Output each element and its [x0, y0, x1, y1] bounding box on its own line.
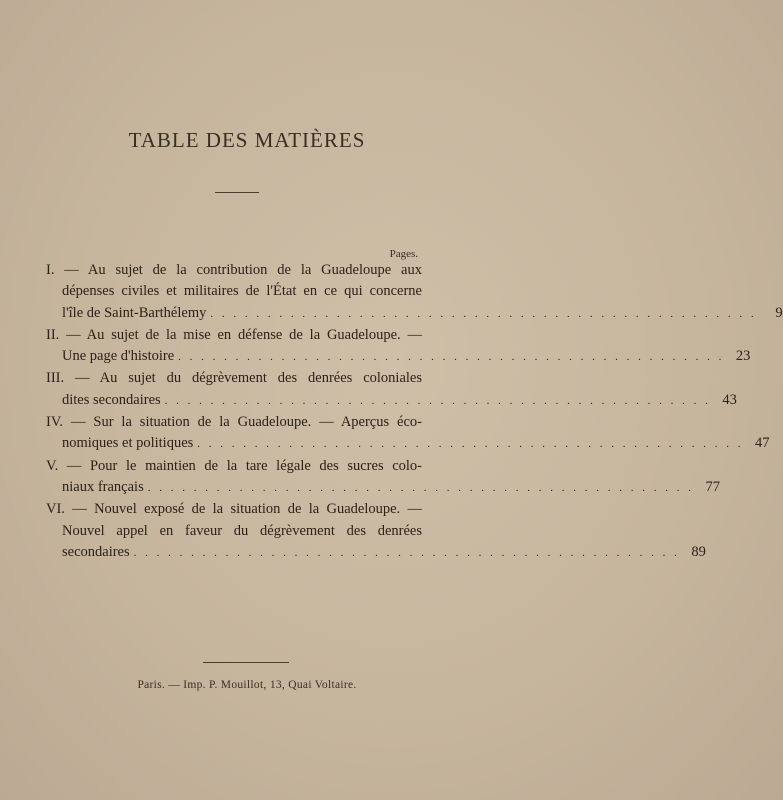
toc-entry-line: III. — Au sujet du dégrèvement des denrées coloniales: [46, 370, 422, 387]
table-of-contents: [46, 260, 783, 564]
toc-entry-title-end: l'île de Saint-Barthélemy: [62, 304, 207, 321]
leader-dots: . . . . . . . . . . . . . . . . . . . . . . . . . . . . . . . . . . . . . . . . . . . . . . . .: [210, 307, 757, 320]
toc-entry: [46, 456, 720, 500]
toc-entry-line: dépenses civiles et militaires de l'État en ce qui concerne: [62, 283, 422, 300]
toc-entry-last-line: [46, 346, 751, 368]
leader-dots: . . . . . . . . . . . . . . . . . . . . . . . . . . . . . . . . . . . . . . . . . . . . . . . .: [133, 546, 680, 559]
page-number: 77: [705, 478, 720, 495]
toc-entry-line: VI. — Nouvel exposé de la situation de la Guadeloupe. —: [46, 501, 422, 518]
leader-dots: . . . . . . . . . . . . . . . . . . . . . . . . . . . . . . . . . . . . . . . . . . . . . . . .: [197, 438, 744, 451]
toc-entry-line: IV. — Sur la situation de la Guadeloupe. — Aperçus éco-: [46, 414, 422, 431]
toc-entry-last-line: [46, 303, 783, 325]
toc-entry-last-line: [46, 542, 706, 564]
toc-entry: [46, 325, 751, 369]
toc-entry: [46, 412, 770, 456]
toc-entry: [46, 368, 737, 412]
toc-entry-line: V. — Pour le maintien de la tare légale des sucres colo-: [46, 457, 422, 474]
leader-dots: . . . . . . . . . . . . . . . . . . . . . . . . . . . . . . . . . . . . . . . . . . . . . . . .: [178, 351, 725, 364]
pages-column-label: Pages.: [389, 248, 418, 260]
title-divider: [215, 192, 259, 193]
toc-entry-last-line: [46, 390, 737, 412]
toc-entry-title-end: Une page d'histoire: [62, 348, 175, 365]
toc-entry-line: II. — Au sujet de la mise en défense de la Guadeloupe. —: [46, 326, 422, 343]
page-number: 9: [775, 304, 783, 321]
toc-entry-title-end: dites secondaires: [62, 391, 161, 408]
toc-entry-title-end: niaux français: [62, 478, 144, 495]
toc-entry: [46, 499, 706, 564]
toc-entry: [46, 260, 783, 325]
page-number: 43: [722, 391, 737, 408]
leader-dots: . . . . . . . . . . . . . . . . . . . . . . . . . . . . . . . . . . . . . . . . . . . . . . . .: [147, 481, 694, 494]
footer-divider: [203, 662, 289, 663]
page-number: 23: [735, 348, 751, 365]
leader-dots: . . . . . . . . . . . . . . . . . . . . . . . . . . . . . . . . . . . . . . . . . . . . . . . .: [164, 394, 711, 407]
printer-imprint: Paris. — Imp. P. Mouillot, 13, Quai Voltaire.: [137, 679, 357, 691]
page-title: TABLE DES MATIÈRES: [128, 128, 366, 152]
toc-entry-last-line: [46, 433, 770, 455]
toc-entry-title-end: secondaires: [62, 543, 130, 560]
toc-entry-line: I. — Au sujet de la contribution de la Guadeloupe aux: [46, 262, 422, 278]
page-number: 89: [691, 543, 706, 560]
toc-entry-title-end: nomiques et politiques: [62, 435, 194, 452]
page-number: 47: [755, 435, 770, 452]
toc-entry-line: Nouvel appel en faveur du dégrèvement des denrées: [62, 522, 422, 539]
toc-entry-last-line: [46, 477, 720, 499]
